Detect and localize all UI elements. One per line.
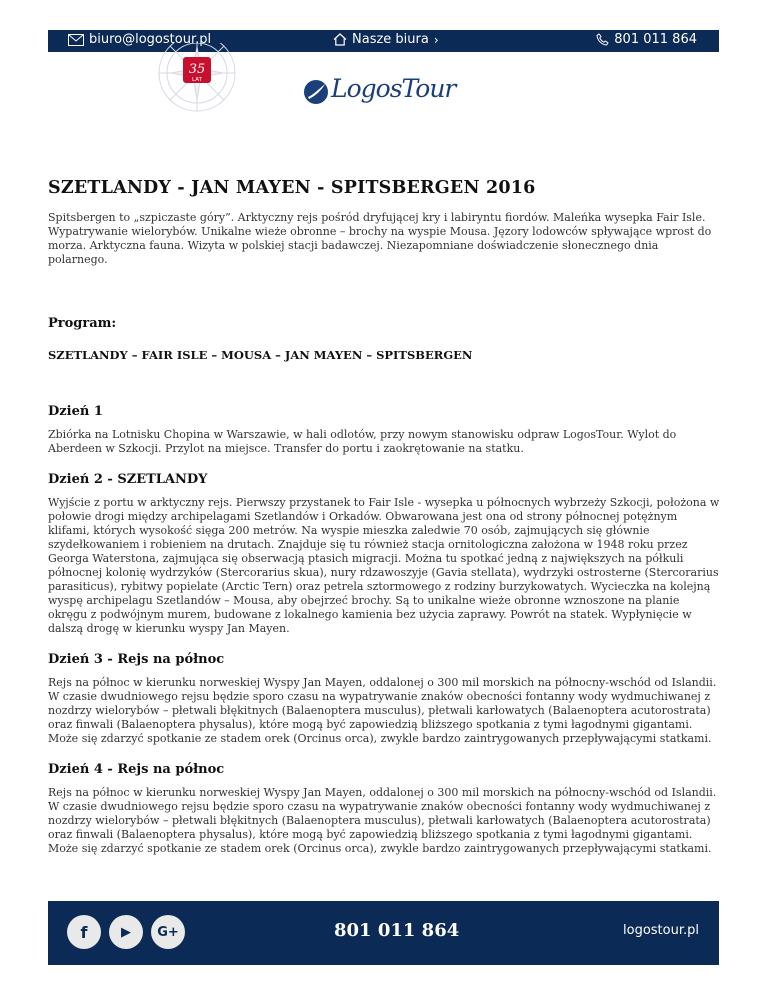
footer-bar [48, 901, 719, 965]
seal-years-label: LAT [192, 77, 202, 83]
day-4-section [48, 762, 720, 856]
day-2-title: Dzień 2 - SZETLANDY [48, 472, 208, 487]
home-icon [333, 33, 347, 46]
anniversary-seal-icon [153, 43, 241, 123]
offices-text: Nasze biura [352, 32, 429, 47]
facebook-icon: f [80, 922, 88, 942]
day-3-title: Dzień 3 - Rejs na północ [48, 652, 225, 667]
phone-link[interactable] [596, 32, 697, 47]
google-plus-button[interactable] [151, 915, 185, 949]
facebook-button[interactable] [67, 915, 101, 949]
day-3-section [48, 652, 720, 746]
day-1-title: Dzień 1 [48, 404, 103, 419]
footer-website-link[interactable]: logostour.pl [623, 923, 699, 938]
footer-phone[interactable]: 801 011 864 [334, 920, 460, 941]
day-4-body: Rejs na północ w kierunku norweskiej Wyspy Jan Mayen, oddalonej o 300 mil morskich na północny-wschód od Islandii. W czasie dwudniowego rejsu będzie sporo czasu na wypatrywanie znaków obecności fontanny wody wydmuchiwanej z nozdrzy wielorybów – płetwali błękitnych (Balaenoptera musculus), płetwali karłowatych (Balaenoptera acutorostrata) oraz finwali (Balaenoptera physalus), które mogą być zapowiedzią bliższego spotkania z tymi łagodnymi gigantami. Może się zdarzyć spotkanie ze stadem orek (Orcinus orca), zwykle bardzo zaintrygowanych przepływającymi statkami. [48, 786, 717, 855]
day-4-title: Dzień 4 - Rejs na północ [48, 762, 225, 777]
phone-icon [596, 33, 609, 46]
article [48, 178, 720, 856]
logo-wordmark: LogosTour [331, 74, 456, 103]
day-1-body: Zbiórka na Lotnisku Chopina w Warszawie, w hali odlotów, przy nowym stanowisku odpraw LogosTour. Wylot do Aberdeen w Szkocji. Przylot na miejsce. Transfer do portu i zaokrętowanie na statku. [48, 428, 677, 455]
day-3-body: Rejs na północ w kierunku norweskiej Wyspy Jan Mayen, oddalonej o 300 mil morskich na północny-wschód od Islandii. W czasie dwudniowego rejsu będzie sporo czasu na wypatrywanie znaków obecności fontanny wody wydmuchiwanej z nozdrzy wielorybów – płetwali błękitnych (Balaenoptera musculus), płetwali karłowatych (Balaenoptera acutorostrata) oraz finwali (Balaenoptera physalus), które mogą być zapowiedzią bliższego spotkania z tymi łagodnymi gigantami. Może się zdarzyć spotkanie ze stadem orek (Orcinus orca), zwykle bardzo zaintrygowanych przepływającymi statkami. [48, 676, 717, 745]
chevron-right-icon: › [433, 32, 439, 47]
phone-text: 801 011 864 [614, 32, 697, 47]
seal-years-number: 35 [188, 62, 206, 77]
youtube-icon: ▶ [121, 924, 131, 940]
email-text: biuro@logostour.pl [89, 32, 212, 47]
youtube-button[interactable] [109, 915, 143, 949]
intro-paragraph: Spitsbergen to „szpiczaste góry”. Arktyczny rejs pośród dryfującej kry i labiryntu fiordów. Maleńka wysepka Fair Isle. Wypatrywanie wielorybów. Unikalne wieże obronne – brochy na wyspie Mousa. Jęzory lodowców spływające wprost do morza. Arktyczna fauna. Wizyta w polskiej stacji badawczej. Niezapomniane doświadczenie słonecznego dnia polarnego. [48, 211, 712, 266]
logo-mark-icon [303, 78, 329, 106]
program-label: Program: [48, 316, 117, 331]
day-2-section [48, 472, 720, 636]
envelope-icon [68, 34, 84, 46]
offices-link[interactable] [333, 32, 439, 47]
google-plus-icon: G+ [157, 924, 179, 940]
route-heading: SZETLANDY – FAIR ISLE – MOUSA – JAN MAYEN – SPITSBERGEN [48, 348, 473, 362]
page-title: SZETLANDY - JAN MAYEN - SPITSBERGEN 2016 [48, 178, 536, 198]
day-2-body: Wyjście z portu w arktyczny rejs. Pierwszy przystanek to Fair Isle - wysepka u północnych wybrzeży Szkocji, położona w połowie drogi między archipelagami Szetlandów i Orkadów. Obwarowana jest ona od strony północnej potężnym klifami, których wysokość sięga 200 metrów. Na wyspie mieszka zaledwie 70 osób, zajmujących się głównie szydełkowaniem i robieniem na drutach. Znajduje się tu również stacja ornitologiczna założona w 1948 roku przez Georga Waterstona, zajmująca się obserwacją ptasich migracji. Można tu spotkać jedną z największych na półkuli północnej kolonię wydrzyków (Stercorarius skua), nury rdzawoszyje (Gavia stellata), wydrzyki ostrosterne (Stercorarius parasiticus), rybitwy popielate (Arctic Tern) oraz petrela sztormowego z rodziny burzykowatych. Wycieczka na kolejną wyspę archipelagu Szetlandów – Mousa, aby obejrzeć brochy. Są to unikalne wieże obronne wznoszone na planie okręgu z podwójnym murem, budowane z lokalnego kamienia bez użycia zaprawy. Powrót na statek. Wypłynięcie w dalszą drogę w kierunku wyspy Jan Mayen. [48, 496, 720, 635]
top-contact-bar [48, 30, 719, 52]
